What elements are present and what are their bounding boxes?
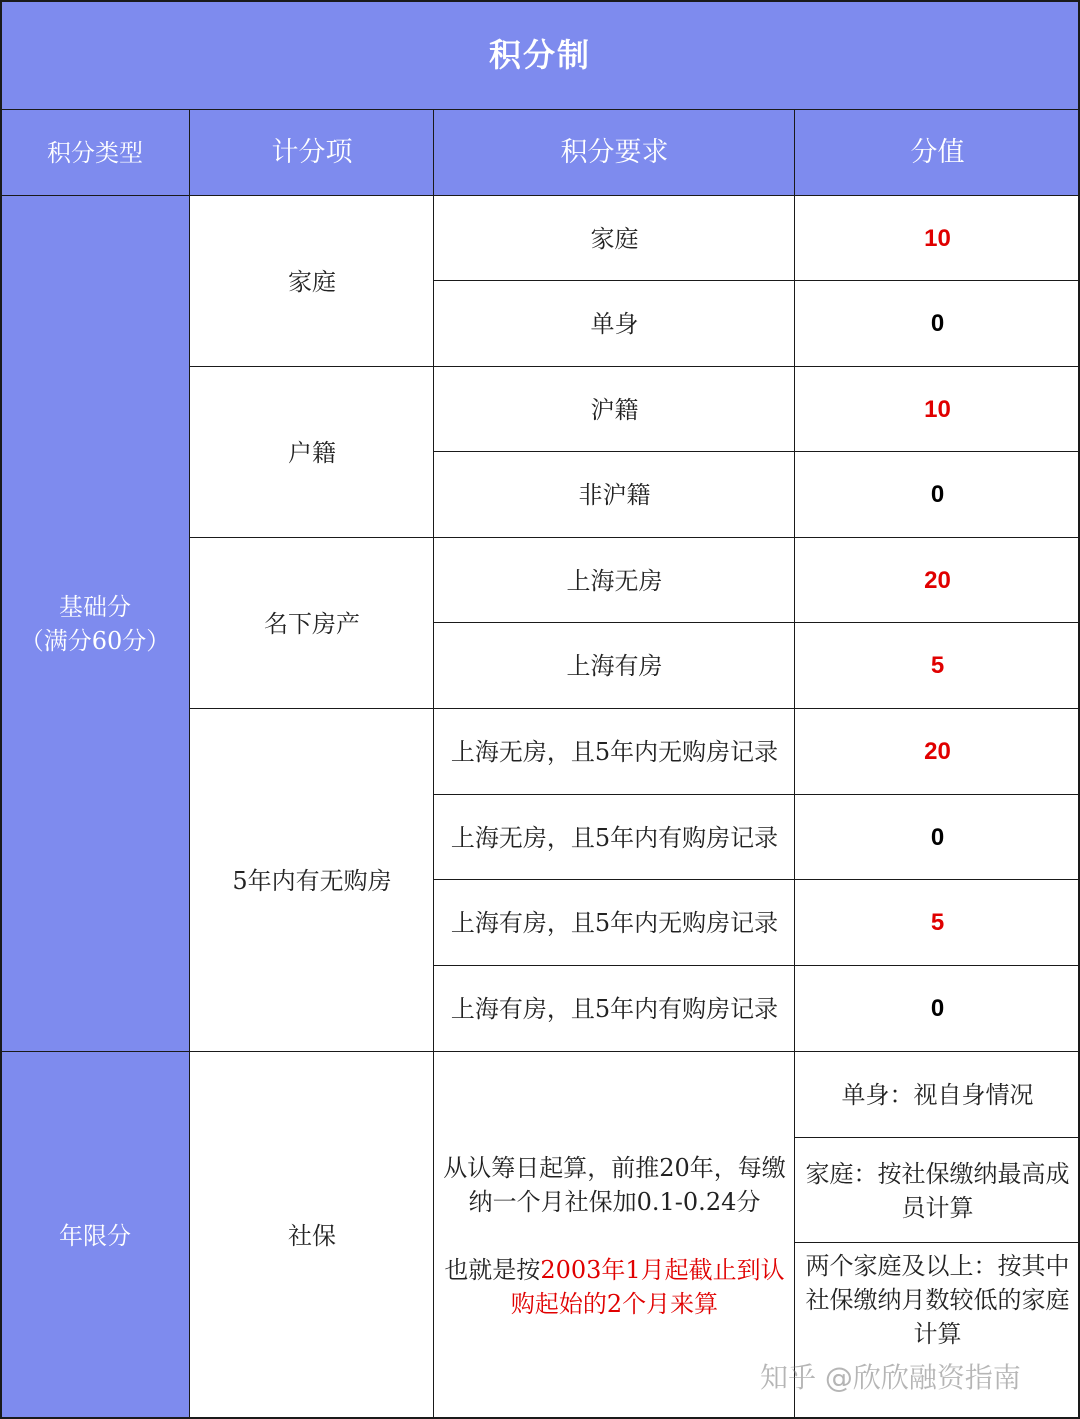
item-social-security: 社保	[288, 1221, 336, 1250]
value-single: 单身：视自身情况	[841, 1081, 1034, 1109]
value-cell: 5	[930, 909, 945, 936]
value-cell: 20	[924, 738, 951, 765]
requirement-rule: 从认筹日起算，前推20年，每缴纳一个月社保加0.1-0.24分	[443, 1153, 786, 1216]
category-base-max: （满分60分）	[19, 627, 171, 655]
value-cell: 5	[930, 652, 945, 679]
value-cell: 10	[924, 224, 951, 252]
category-base-name: 基础分	[59, 593, 131, 621]
border-top	[0, 0, 1080, 2]
requirement-cell: 上海有房	[566, 652, 663, 680]
requirement-note-highlight: 2003年1月起截止到认购起始的2个月来算	[510, 1255, 785, 1318]
row-divider	[434, 622, 1080, 623]
column-divider	[794, 110, 795, 1419]
row-divider	[434, 451, 1080, 452]
header-requirement: 积分要求	[434, 110, 795, 196]
row-divider	[190, 708, 1080, 709]
category-years: 年限分	[0, 1052, 190, 1419]
requirement-cell: 上海无房，且5年内有购房记录	[450, 823, 779, 852]
row-divider	[0, 195, 1080, 196]
requirement-cell: 家庭	[590, 224, 639, 253]
requirement-note	[440, 1253, 789, 1321]
requirement-social-security	[434, 1052, 795, 1419]
requirement-cell: 上海无房	[566, 566, 663, 595]
column-divider	[189, 110, 190, 1419]
requirement-note-prefix: 也就是按	[444, 1255, 541, 1284]
requirement-cell: 上海有房，且5年内无购房记录	[450, 909, 779, 937]
row-divider	[434, 965, 1080, 966]
item-purchase-5yr: 5年内有无购房	[232, 866, 392, 895]
value-cell: 0	[930, 995, 945, 1022]
requirement-cell: 非沪籍	[578, 481, 651, 509]
requirement-cell: 上海有房，且5年内有购房记录	[450, 995, 779, 1023]
item-family: 家庭	[288, 267, 336, 296]
border-left	[0, 0, 2, 1419]
header-value: 分值	[795, 110, 1080, 196]
watermark: 知乎 @欣欣融资指南	[760, 1361, 1021, 1394]
item-property: 名下房产	[264, 609, 360, 638]
value-cell: 0	[930, 310, 945, 337]
value-cell: 0	[930, 823, 945, 851]
table-title: 积分制	[0, 0, 1080, 110]
column-divider	[433, 110, 434, 1419]
row-divider	[434, 879, 1080, 880]
value-cell: 20	[924, 566, 951, 594]
value-multi-family: 两个家庭及以上：按其中社保缴纳月数较低的家庭计算	[805, 1252, 1070, 1348]
row-divider	[190, 366, 1080, 367]
row-divider	[434, 280, 1080, 281]
row-divider	[190, 537, 1080, 538]
header-item: 计分项	[190, 110, 434, 196]
row-divider	[795, 1137, 1080, 1138]
value-cell: 0	[930, 481, 945, 508]
requirement-cell: 沪籍	[590, 395, 639, 424]
row-divider	[0, 1051, 1080, 1052]
value-cell: 10	[924, 395, 951, 423]
item-hukou: 户籍	[288, 438, 336, 467]
category-base	[0, 196, 190, 1052]
value-family: 家庭：按社保缴纳最高成员计算	[805, 1159, 1070, 1222]
requirement-cell: 上海无房，且5年内无购房记录	[450, 738, 779, 766]
row-divider	[0, 109, 1080, 110]
requirement-cell: 单身	[590, 310, 639, 338]
row-divider	[434, 794, 1080, 795]
row-divider	[795, 1242, 1080, 1243]
header-score-type: 积分类型	[0, 110, 190, 196]
